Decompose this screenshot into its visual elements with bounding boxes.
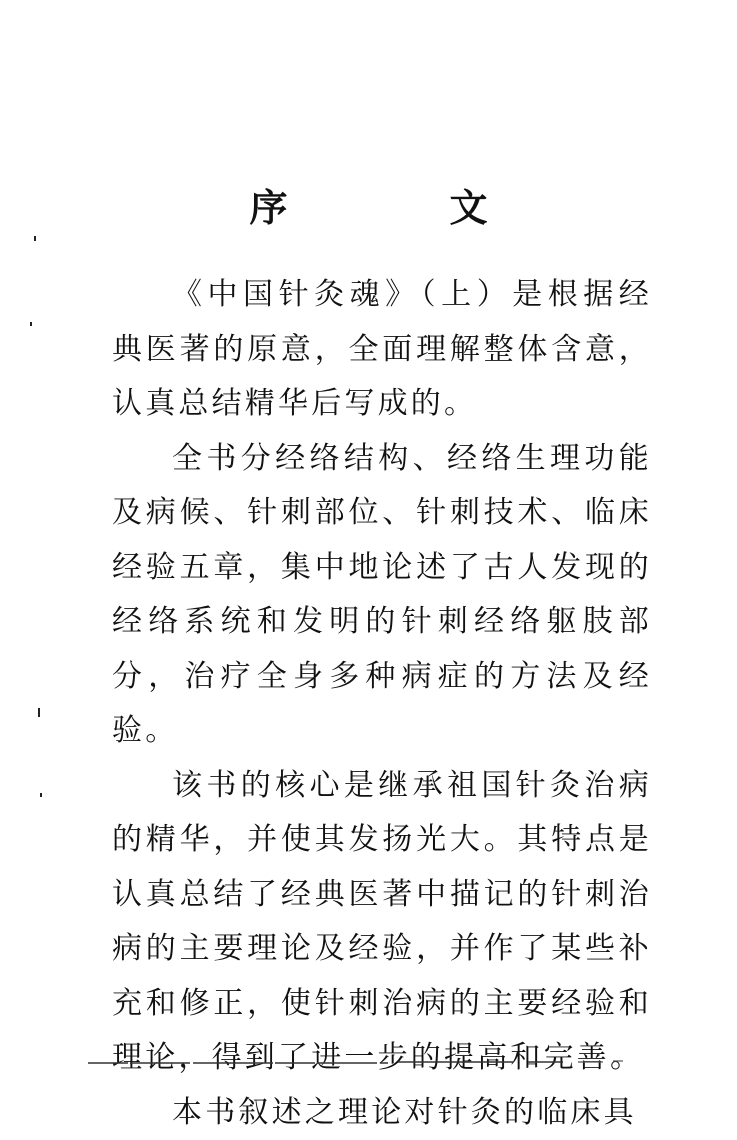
page-title: 序 文 bbox=[0, 180, 737, 236]
paragraph: 全书分经络结构、经络生理功能及病候、针刺部位、针刺技术、临床经验五章，集中地论述了古人发现的经络系统和发明的针刺经络躯肢部分，治疗全身多种病症的方法及经验。 bbox=[112, 432, 652, 759]
scan-speck bbox=[34, 236, 36, 241]
paragraph: 本书叙述之理论对针灸的临床具 bbox=[112, 1086, 652, 1140]
scan-speck bbox=[40, 793, 42, 797]
bottom-rule bbox=[88, 1058, 628, 1068]
paragraph: 《中国针灸魂》（上）是根据经典医著的原意，全面理解整体含意，认真总结精华后写成的。 bbox=[112, 268, 652, 432]
paragraph: 该书的核心是继承祖国针灸治病的精华，并使其发扬光大。其特点是认真总结了经典医著中描记的针刺治病的主要理论及经验，并作了某些补充和修正，使针刺治病的主要经验和理论，得到了进一步的提高和完善。 bbox=[112, 759, 652, 1086]
scan-speck bbox=[38, 708, 40, 717]
scan-speck bbox=[30, 322, 32, 326]
body-text bbox=[112, 268, 652, 1140]
